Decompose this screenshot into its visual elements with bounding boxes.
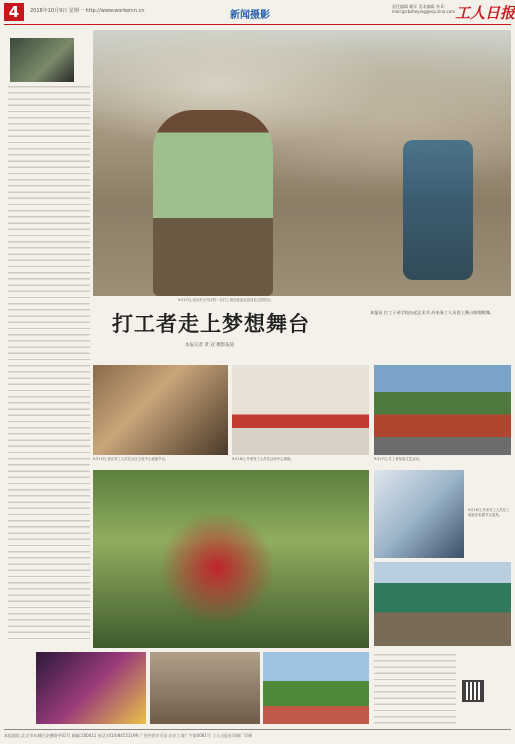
- portrait-photo: [10, 38, 74, 82]
- caption-photo-1: 9月15日,来京务工人员在社区文化中心表演节目。: [93, 457, 169, 461]
- editor-credits: 责任编辑 戴军 美术编辑 李 E-mail:grrbsheying@vip.sina.com: [392, 4, 456, 14]
- story-byline: 本报记者 黄 冠 摄影报道: [185, 343, 235, 348]
- body-text-bottom-right: [374, 652, 456, 724]
- caption-photo-3: 9月27日,打工者参加文艺活动。: [374, 457, 423, 461]
- caption-photo-4: 9月18日,外来务工人员在工地宿舍布置节目道具。: [468, 508, 510, 517]
- photo-outdoor-group: [263, 652, 369, 724]
- body-text-left-column: [8, 84, 90, 644]
- section-title: 新闻摄影: [230, 10, 270, 21]
- worker-figure: [153, 110, 273, 296]
- scooter: [403, 140, 473, 280]
- photo-dormitory: [374, 470, 464, 558]
- story-headline: 打工者走上梦想舞台: [112, 311, 310, 336]
- page-header: [0, 0, 515, 24]
- page-footer: 本报地址:北京市东城区安德路甲61号 邮编:100011 电话:(010)84151199 广告经营许可证:京东工商广字第0081号 工人日报社印刷厂印刷: [4, 729, 511, 739]
- qr-code: [462, 680, 484, 702]
- main-photo-scrapyard: [93, 30, 511, 296]
- newspaper-logo: 工人日报: [455, 4, 515, 22]
- photo-rehearsal: [232, 365, 369, 455]
- photo-performance-1: [93, 365, 228, 455]
- page-number: 4: [4, 3, 24, 21]
- story-lead: 本报讯 打工子弟学校办起艺术节,外来务工人员登上舞台唱歌跳舞,: [370, 310, 492, 315]
- main-photo-caption: 9月27日,北京市大兴区的一名打工者在废品站讲述自己的经历。: [178, 298, 274, 302]
- photo-outdoor-performance: [374, 562, 511, 646]
- header-rule: [4, 24, 511, 25]
- issue-date: 2018年10月9日 星期一 http://www.workercn.cn: [30, 8, 145, 14]
- photo-stage-performer: [36, 652, 146, 724]
- photo-crowd-event: [374, 365, 511, 455]
- photo-dancing-couple: [93, 470, 369, 648]
- photo-group-indoor: [150, 652, 260, 724]
- caption-photo-2: 9月16日,外来务工人员在活动中心排练。: [232, 457, 294, 461]
